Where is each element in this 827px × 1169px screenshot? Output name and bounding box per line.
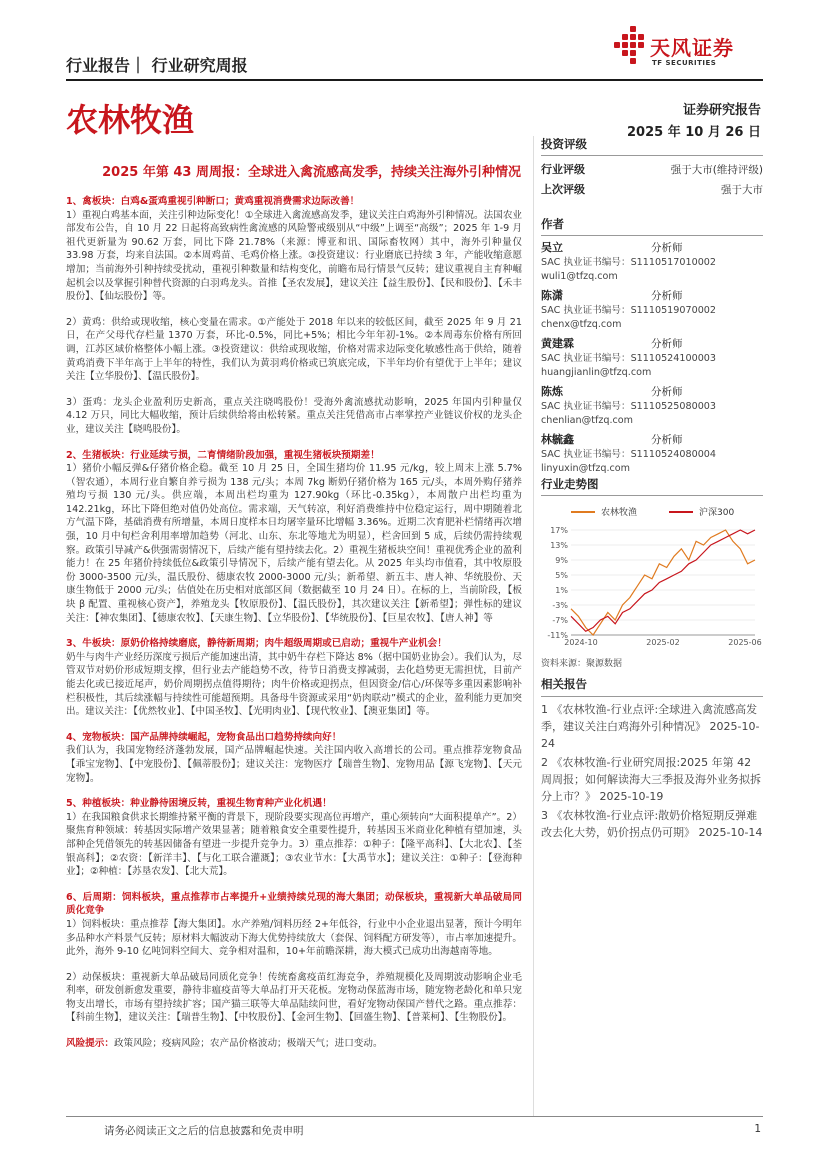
author-cert: SAC 执业证书编号：S1110525080003 bbox=[541, 401, 717, 412]
author-cert: SAC 执业证书编号：S1110517010002 bbox=[541, 257, 717, 268]
report-headline: 2025 年第 43 周周报：全球进入禽流感高发季，持续关注海外引种情况 bbox=[102, 165, 521, 180]
main-body bbox=[66, 195, 522, 1063]
x-tick-label: 2025-02 bbox=[646, 638, 680, 647]
logo-subtext: TF SECURITIES bbox=[652, 59, 717, 67]
author-card bbox=[541, 384, 763, 428]
header-divider bbox=[66, 79, 763, 81]
y-tick-label: 5% bbox=[555, 571, 568, 580]
risk-label: 风险提示： bbox=[66, 1038, 114, 1050]
author-cert: SAC 执业证书编号：S1110524100003 bbox=[541, 353, 717, 364]
report-category: 行业报告｜ 行业研究周报 bbox=[66, 56, 248, 75]
legend-label: 农林牧渔 bbox=[601, 508, 638, 518]
author-name-row bbox=[541, 240, 763, 256]
y-tick-label: -3% bbox=[552, 601, 568, 610]
related-item[interactable]: 2 《农林牧渔-行业研究周报:2025 年第 42 周周报；如何解读海大三季报及海外业务拟拆分上市？》 2025-10-19 bbox=[541, 756, 761, 803]
rating-value: 强于大市 bbox=[721, 184, 763, 196]
paragraph bbox=[66, 891, 522, 959]
author-email[interactable]: linyuxin@tfzq.com bbox=[541, 463, 630, 474]
x-tick-label: 2025-06 bbox=[728, 638, 762, 647]
chart-title: 行业走势图 bbox=[541, 476, 763, 496]
author-name: 吴立 bbox=[541, 241, 563, 254]
paragraph-heading: 3、牛板块：原奶价格持续磨底，静待新周期；肉牛超级周期或已启动；重视牛产业机会！ bbox=[66, 638, 447, 650]
author-role: 分析师 bbox=[651, 338, 683, 350]
y-tick-label: -11% bbox=[547, 631, 568, 640]
y-tick-label: 9% bbox=[555, 556, 568, 565]
risk-text: 政策风险；疫病风险；农产品价格波动；极端天气；进口变动。 bbox=[113, 1038, 383, 1050]
column-divider bbox=[533, 136, 534, 1116]
paragraph-text: 奶牛与肉牛产业经历深度亏损后产能加速出清，其中奶牛存栏下降达 8%（据中国奶业协会）。我们认为，尽管双节对奶价形成短期支撑，但行业去产能趋势不改，待节日消费支撑减弱，去化趋势更无需担忧，目前产能去化或已接近尾声，奶价周期拐点值得期待；肉牛价格或迎拐点，但因资金/信心/环保等多重因素影响补栏积极性，其后续涨幅与持续性可能超预期。具备母牛资源或采用“奶肉联动”模式的企业，盈利能力更加突出。建议关注：【优然牧业】、【中国圣牧】、【光明肉业】、【现代牧业】、【澳亚集团】等。 bbox=[66, 651, 522, 718]
paragraph bbox=[66, 971, 522, 1025]
related-item[interactable]: 1 《农林牧渔-行业点评:全球进入禽流感高发季，建议关注白鸡海外引种情况》 2025-10-24 bbox=[541, 703, 760, 750]
author-card bbox=[541, 336, 763, 380]
report-type: 证券研究报告 bbox=[682, 103, 761, 118]
report-date: 2025 年 10 月 26 日 bbox=[627, 125, 761, 140]
related-title: 相关报告 bbox=[541, 676, 763, 697]
y-tick-label: -7% bbox=[552, 616, 568, 625]
author-name-row bbox=[541, 288, 763, 304]
rating-key: 行业评级 bbox=[541, 163, 585, 176]
author-email[interactable]: wuli1@tfzq.com bbox=[541, 271, 618, 282]
author-email[interactable]: chenlian@tfzq.com bbox=[541, 415, 634, 426]
paragraph-text: 1）饲料板块：重点推荐【海大集团】。水产养殖/饲料历经 2+年低谷，行业中小企业退出显著，预计今明年多品种水产料景气反转；原材料大幅波动下海大优势持续放大（套保、饲料配方研发等），市占率加速提升。此外，海外 9-10 亿吨饲料空间大、竞争相对温和，10+年前瞻深耕，海大模式已成功出海越南等地。 bbox=[66, 918, 522, 958]
page-number: 1 bbox=[754, 1123, 761, 1135]
author-name: 黄建霖 bbox=[541, 337, 574, 350]
rating-value: 强于大市(维持评级) bbox=[670, 164, 763, 176]
y-tick-label: 17% bbox=[550, 526, 568, 535]
paragraph-heading: 5、种植板块：种业静待困境反转，重视生物育种产业化机遇！ bbox=[66, 798, 332, 810]
industry-title: 农林牧渔 bbox=[66, 101, 195, 139]
author-role: 分析师 bbox=[651, 434, 683, 446]
y-tick-label: 13% bbox=[550, 541, 568, 550]
author-role: 分析师 bbox=[651, 290, 683, 302]
author-card bbox=[541, 240, 763, 284]
series-line bbox=[571, 530, 755, 635]
author-name: 陈潇 bbox=[541, 289, 563, 302]
related-reports bbox=[541, 676, 763, 841]
paragraph bbox=[66, 396, 522, 437]
paragraph bbox=[66, 797, 522, 879]
author-name-row bbox=[541, 432, 763, 448]
paragraph bbox=[66, 731, 522, 785]
paragraph-text: 1）在我国粮食供求长期维持紧平衡的背景下，现阶段要实现高位再增产，重心须转向“大面积提单产”。2）聚焦育种领域：转基因实际增产效果显著；随着粮食安全重要性提升，转基因玉米商业化种植有望加速，头部种企凭借领先的转基因储备有望进一步提升竞争力。3）重点推荐：①种子：【隆平高科】、【大北农】、【荃银高科】；②农资：【新洋丰】、【与化工联合灌溉】；③农业节水：【大禹节水】；建议关注：①种子：【登海种业】；②种植：【苏垦农发】、【北大荒】。 bbox=[66, 811, 522, 878]
legend-label: 沪深300 bbox=[699, 508, 735, 518]
chart-source: 资料来源：聚源数据 bbox=[541, 659, 623, 669]
footer-disclaimer: 请务必阅读正文之后的信息披露和免责申明 bbox=[104, 1125, 304, 1137]
paragraph-heading: 4、宠物板块：国产品牌持续崛起，宠物食品出口趋势持续向好！ bbox=[66, 731, 342, 743]
x-tick-label: 2024-10 bbox=[564, 638, 598, 647]
rating-title: 投资评级 bbox=[541, 136, 763, 156]
paragraph-heading: 2、生猪板块：行业延续亏损，二育情绪阶段加强，重视生猪板块预期差！ bbox=[66, 449, 380, 461]
author-card bbox=[541, 288, 763, 332]
author-name-row bbox=[541, 336, 763, 352]
chart-svg bbox=[541, 500, 763, 650]
paragraph-heading: 1、禽板块：白鸡&蛋鸡重视引种断口；黄鸡重视消费需求边际改善！ bbox=[66, 196, 360, 207]
paragraph bbox=[66, 195, 522, 304]
paragraph bbox=[66, 637, 522, 719]
author-role: 分析师 bbox=[651, 242, 683, 254]
paragraph-text: 3）蛋鸡：龙头企业盈利历史新高，重点关注晓鸣股份！受海外禽流感扰动影响，2025 年国内引种量仅 4.12 万只，同比大幅收缩，预计后续供给将由松转紧。重点关注凭借高市占率掌控产业链议价权的龙头企业，建议关注【晓鸣股份】。 bbox=[66, 396, 522, 435]
related-item[interactable]: 3 《农林牧渔-行业点评:散奶价格短期反弹难改去化大势，奶价拐点仍可期》 2025-10-14 bbox=[541, 809, 763, 839]
author-role: 分析师 bbox=[651, 386, 683, 398]
paragraph bbox=[66, 449, 522, 626]
logo-text: 天风证券 bbox=[650, 36, 734, 60]
author-name: 陈炼 bbox=[541, 385, 563, 398]
author-cert: SAC 执业证书编号：S1110519070002 bbox=[541, 305, 717, 316]
trend-chart bbox=[541, 476, 763, 669]
author-card bbox=[541, 432, 763, 476]
paragraph bbox=[66, 316, 522, 384]
paragraph-heading: 6、后周期：饲料板块，重点推荐市占率提升+业绩持续兑现的海大集团；动保板块，重视新大单品破局同质化竞争 bbox=[66, 891, 522, 917]
rating-row bbox=[541, 160, 763, 180]
paragraph-text: 2）黄鸡：供给或现收缩，核心变量在需求。①产能处于 2018 年以来的较低区间，截至 2025 年 9 月 21 日，在产父母代存栏量 1370 万套，环比-0.5%，同比+5%；相比今年年初-1%。②本周毒东价格有所回调，江苏区域价格整体小幅上涨。③投资建议：供给或现收缩，价格对需求边际变化敏感性高于供给，随着黄鸡消费下半年高于上半年的特性，我们认为黄羽鸡价格或已筑底完成，下半年均价有望优于上半年；建议关注【立华股份】、【温氏股份】。 bbox=[66, 316, 522, 383]
author-title: 作者 bbox=[541, 216, 763, 236]
author-email[interactable]: chenx@tfzq.com bbox=[541, 319, 622, 330]
risk-warning bbox=[66, 1037, 522, 1051]
paragraph-text: 2）动保板块：重视新大单品破局同质化竞争！传统畜禽疫苗红海竞争，养殖规模化及周期波动影响企业毛利率，研发创新愈发重要，静待非瘟疫苗等大单品打开天花板。宠物动保蓝海市场，随宠物老龄化和单只宠物支出增长，市场有望持续扩容；国产猫三联等大单品陆续问世，看好宠物动保国产替代之路。重点推荐：【科前生物】，建议关注：【瑞普生物】、【中牧股份】、【金河生物】、【回盛生物】、【普莱柯】、【生物股份】。 bbox=[66, 971, 522, 1024]
author-name: 林毓鑫 bbox=[541, 433, 574, 446]
paragraph-text: 1）猪价小幅反弹&仔猪价格企稳。截至 10 月 25 日，全国生猪均价 11.95 元/kg，较上周末上涨 5.7%（智农通），本周行业自繁自养亏损为 138 元/头；本周 7kg 断奶仔猪价格为 165 元/头，本周外购仔猪养殖均亏损 130 元/头。供应端，本周出栏均重为 127.90kg（环比-0.35kg），本周散户出栏均重为 142.21kg，环比下降但绝对值仍处高位。需求端，天气转凉，利好消费维持中位稳定运行，周中期随着北方气温下降，基础消费有所增量，本周日度样本日均屠宰量环比增幅 3.36%。近期二次育肥补栏情绪再次增强，10 月中旬栏舍利用率增加趋势（河北、山东、东北等地尤为明显），栏舍回到 5 成，后续仍需持续观察。政策引导减产&供强需弱情况下，后续产能有望持续去化。2）重视生猪板块空间！重视优秀企业的盈利能力！在 25 年猪价持续低位&政策引导情况下，后续产能有望去化。从 2025 年头均市值看，其中牧原股份 3000-3500 元/头，温氏股份、德康农牧 2000-3000 元/头；新希望、新五丰、唐人神、华统股份、天康生物低于 2000 元/头；估值处在历史相对底部区间（数据截至 10 月 24 日）。在标的上，当前阶段，【板块 β 配置、重视核心资产】，养殖龙头【牧原股份】、【温氏股份】，其次建议关注【新希望】；弹性标的建议关注：【神农集团】、【德康农牧】、【天康生物】、【立华股份】、【华统股份】、【巨星农牧】、【唐人神】等 bbox=[66, 463, 522, 624]
author-cert: SAC 执业证书编号：S1110524080004 bbox=[541, 449, 717, 460]
paragraph-text: 我们认为，我国宠物经济蓬勃发展，国产品牌崛起快速。关注国内收入高增长的公司。重点推荐宠物食品【乖宝宠物】、【中宠股份】、【佩蒂股份】；建议关注：宠物医疗【瑞普生物】、宠物用品【源飞宠物】、【天元宠物】。 bbox=[66, 745, 522, 784]
author-name-row bbox=[541, 384, 763, 400]
sidebar bbox=[541, 136, 763, 476]
rating-key: 上次评级 bbox=[541, 183, 585, 196]
author-email[interactable]: huangjianlin@tfzq.com bbox=[541, 367, 652, 378]
y-tick-label: 1% bbox=[555, 586, 568, 595]
paragraph-text: 1）重视白鸡基本面，关注引种边际变化！①全球进入禽流感高发季，建议关注白鸡海外引种情况。法国农业部发布公告，自 10 月 22 日起将高致病性禽流感的风险警戒级别从“中级”上调至“高级”；2025 年 1-9 月祖代更新量为 90.62 万套，同比下降 21.78%（来源：博亚和讯、国际畜牧网）其中，海外引种量仅 33.98 万套，均来自法国。②本周鸡苗、毛鸡价格上涨。③投资建议：行业磨底已持续 3 年，产能收缩意愿增加；当前海外引种持续受扰动，重视引种数量和结构变化，前瞻布局行情景气反转；建议重视自主育种崛起机会以及掌握引种替代资源的白羽鸡龙头。首推【圣农发展】，建议关注【益生股份】、【民和股份】、【禾丰股份】、【仙坛股份】等。 bbox=[66, 209, 523, 303]
footer-divider bbox=[66, 1116, 763, 1117]
rating-row bbox=[541, 180, 763, 200]
